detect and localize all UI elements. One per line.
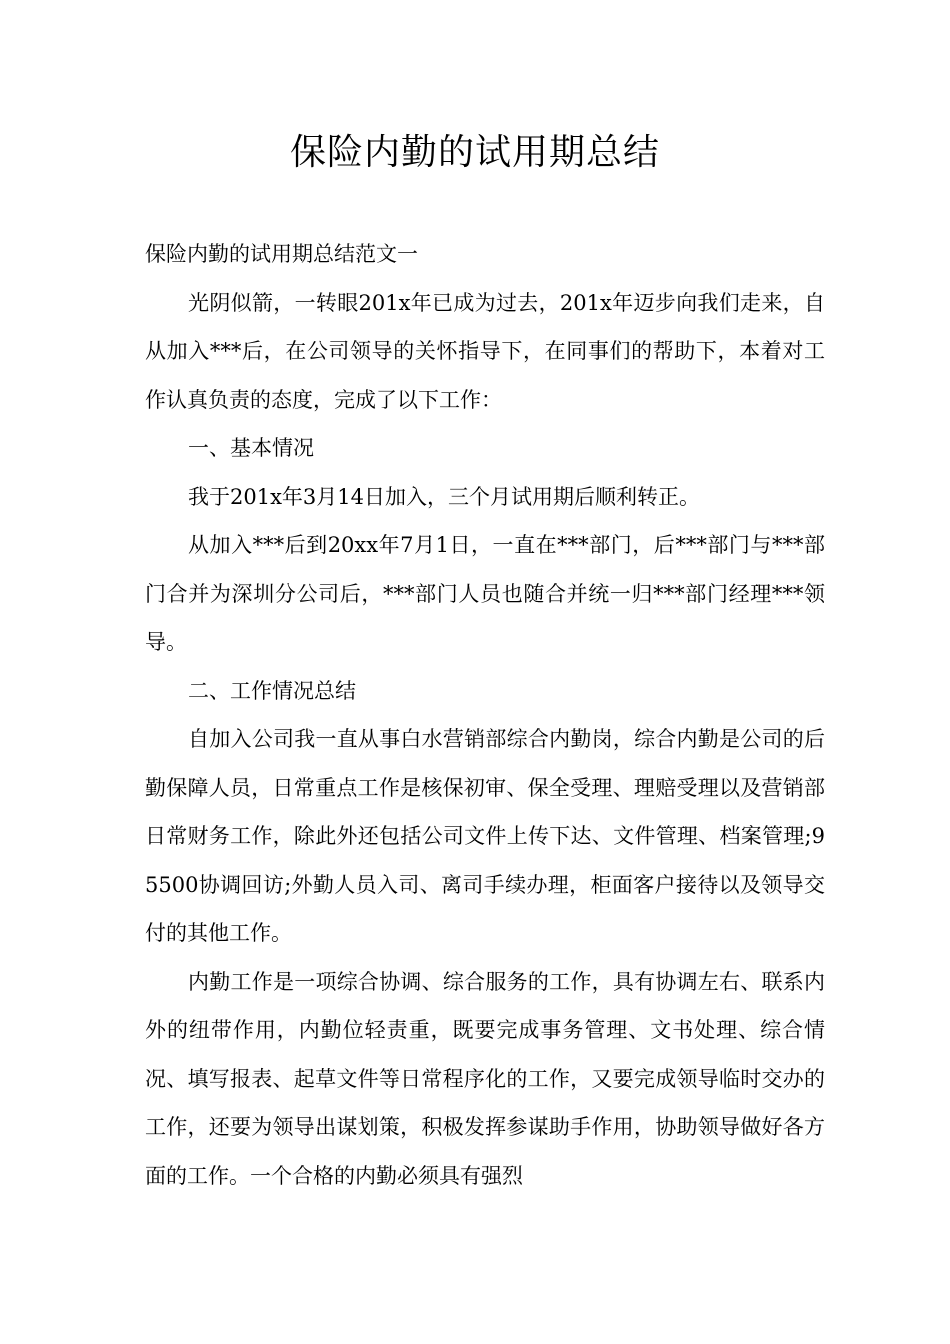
paragraph-role-description: 内勤工作是一项综合协调、综合服务的工作，具有协调左右、联系内外的纽带作用，内勤位轻责重，既要完成事务管理、文书处理、综合情况、填写报表、起草文件等日常程序化的工作，又要完成领导临时交办的工作，还要为领导出谋划策，积极发挥参谋助手作用，协助领导做好各方面的工作。一个合格的内勤必须具有强烈 xyxy=(145,969,825,1188)
document-subtitle: 保险内勤的试用期总结范文一 xyxy=(145,242,418,266)
document-body xyxy=(145,230,825,1200)
paragraph-duties: 自加入公司我一直从事白水营销部综合内勤岗，综合内勤是公司的后勤保障人员，日常重点工作是核保初审、保全受理、理赔受理以及营销部日常财务工作，除此外还包括公司文件上传下达、文件管理、档案管理;95500协调回访;外勤人员入司、离司手续办理，柜面客户接待以及领导交付的其他工作。 xyxy=(145,727,825,945)
paragraph-intro: 光阴似箭，一转眼201x年已成为过去，201x年迈步向我们走来，自从加入***后，在公司领导的关怀指导下，在同事们的帮助下，本着对工作认真负责的态度，完成了以下工作： xyxy=(145,290,825,412)
section-heading-basic-info: 一、基本情况 xyxy=(188,436,314,460)
paragraph-join-date: 我于201x年3月14日加入，三个月试用期后顺利转正。 xyxy=(188,484,701,509)
section-heading-work-summary: 二、工作情况总结 xyxy=(188,678,356,703)
document-title: 保险内勤的试用期总结 xyxy=(289,132,660,173)
paragraph-department: 从加入***后到20xx年7月1日，一直在***部门，后***部门与***部门合并为深圳分公司后，***部门人员也随合并统一归***部门经理***领导。 xyxy=(145,533,825,654)
